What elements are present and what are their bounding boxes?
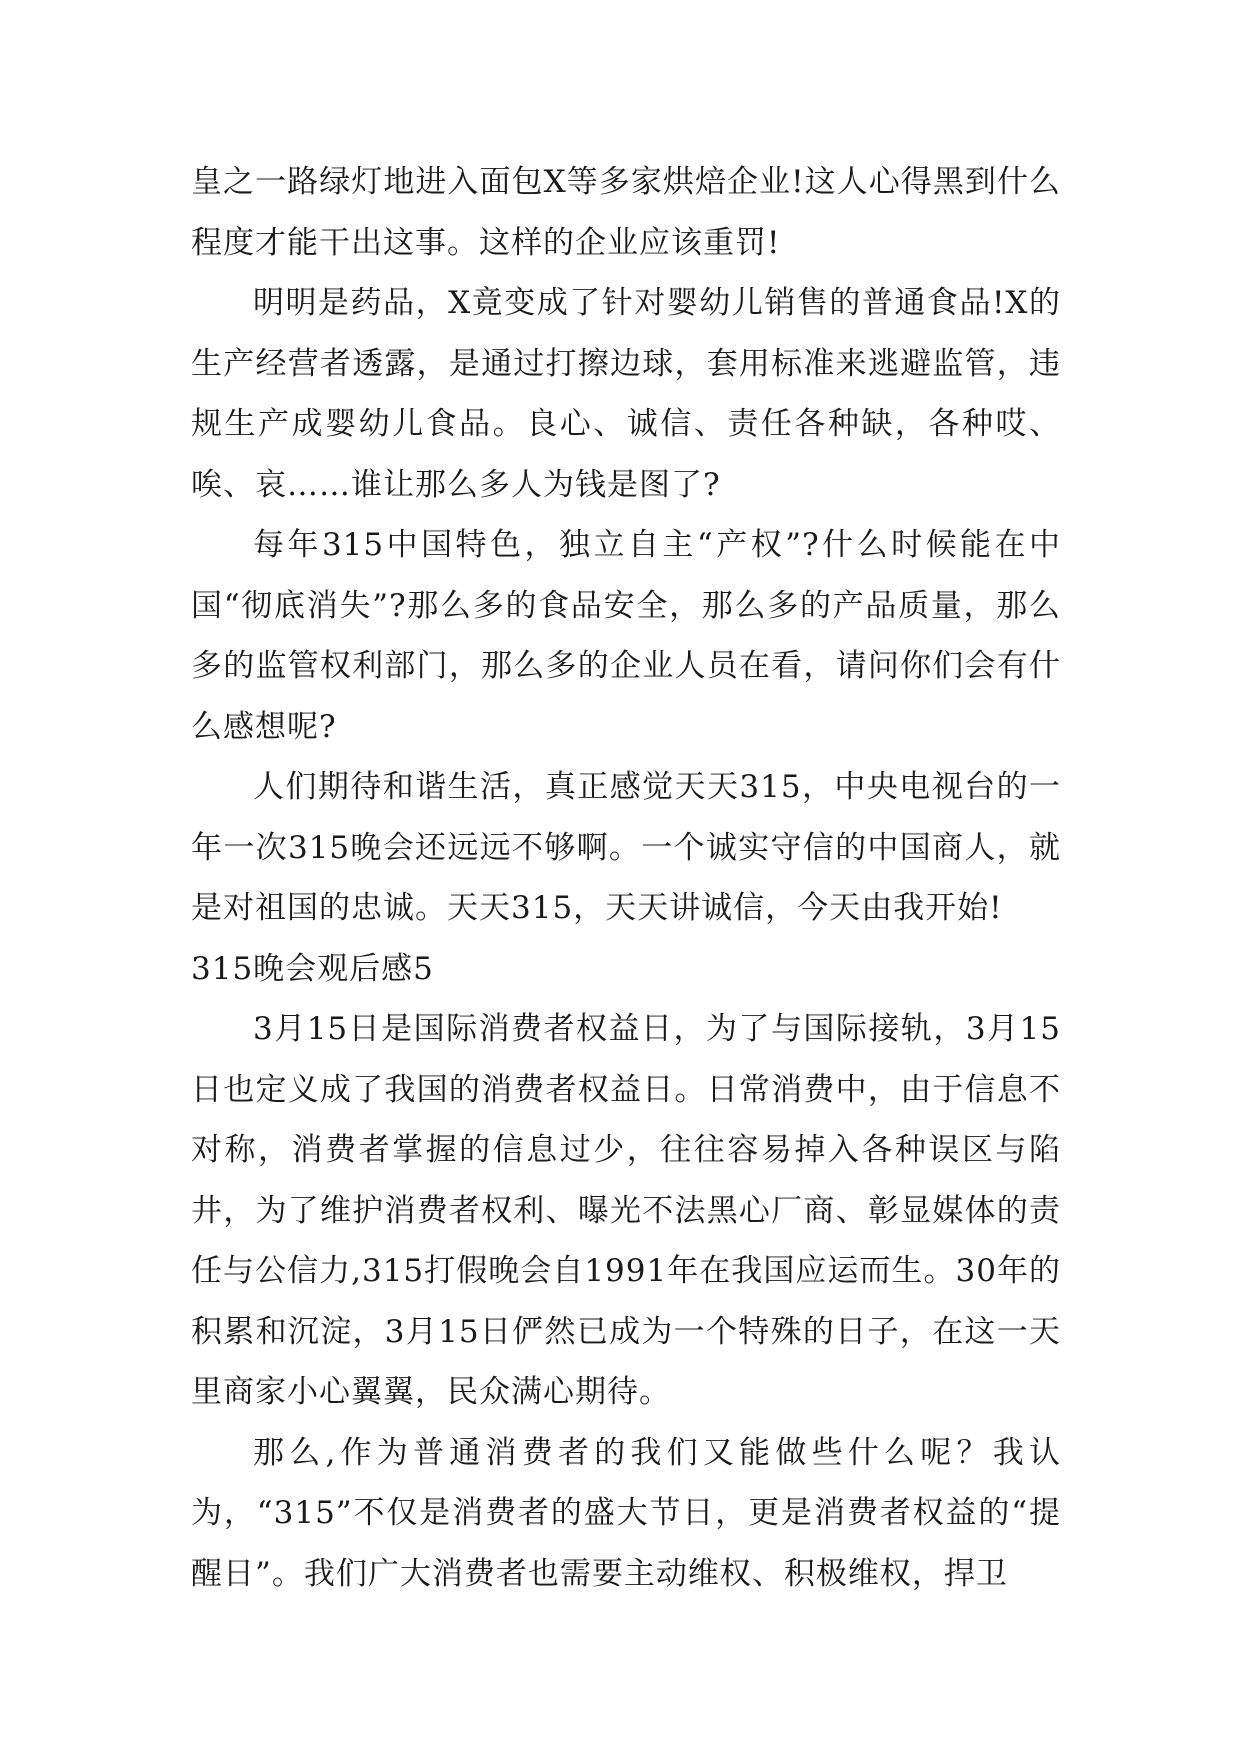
paragraph-continued: 皇之一路绿灯地进入面包X等多家烘焙企业!这人心得黑到什么程度才能干出这事。这样的企业应该重罚! [191,164,1061,261]
document-body [191,152,1061,1604]
paragraph-harmonious-life: 人们期待和谐生活，真正感觉天天315，中央电视台的一年一次315晚会还远远不够啊。一个诚实守信的中国商人，就是对祖国的忠诚。天天315，天天讲诚信，今天由我开始! [191,769,1061,926]
paragraph-315-china: 每年315中国特色，独立自主“产权”?什么时候能在中国“彻底消失”?那么多的食品安全，那么多的产品质量，那么多的监管权利部门，那么多的企业人员在看，请问你们会有什么感想呢? [191,527,1061,745]
paragraph-ordinary-consumers: 那么,作为普通消费者的我们又能做些什么呢？我认为，“315”不仅是消费者的盛大节日，更是消费者权益的“提醒日”。我们广大消费者也需要主动维权、积极维权，捍卫 [191,1434,1061,1592]
paragraph-consumer-rights-day: 3月15日是国际消费者权益日，为了与国际接轨，3月15日也定义成了我国的消费者权益日。日常消费中，由于信息不对称，消费者掌握的信息过少，往往容易掉入各种误区与陷井，为了维护消费者权利、曝光不法黑心厂商、彰显媒体的责任与公信力,315打假晚会自1991年在我国应运而生。30年的积累和沉淀，3月15日俨然已成为一个特殊的日子，在这一天里商家小心翼翼，民众满心期待。 [191,1011,1061,1410]
paragraph-medicine-food: 明明是药品，X竟变成了针对婴幼儿销售的普通食品!X的生产经营者透露，是通过打擦边球，套用标准来逃避监管，违规生产成婴幼儿食品。良心、诚信、责任各种缺，各种哎、唉、哀……谁让那么多人为钱是图了? [191,285,1061,503]
section-heading: 315晚会观后感5 [191,950,434,987]
